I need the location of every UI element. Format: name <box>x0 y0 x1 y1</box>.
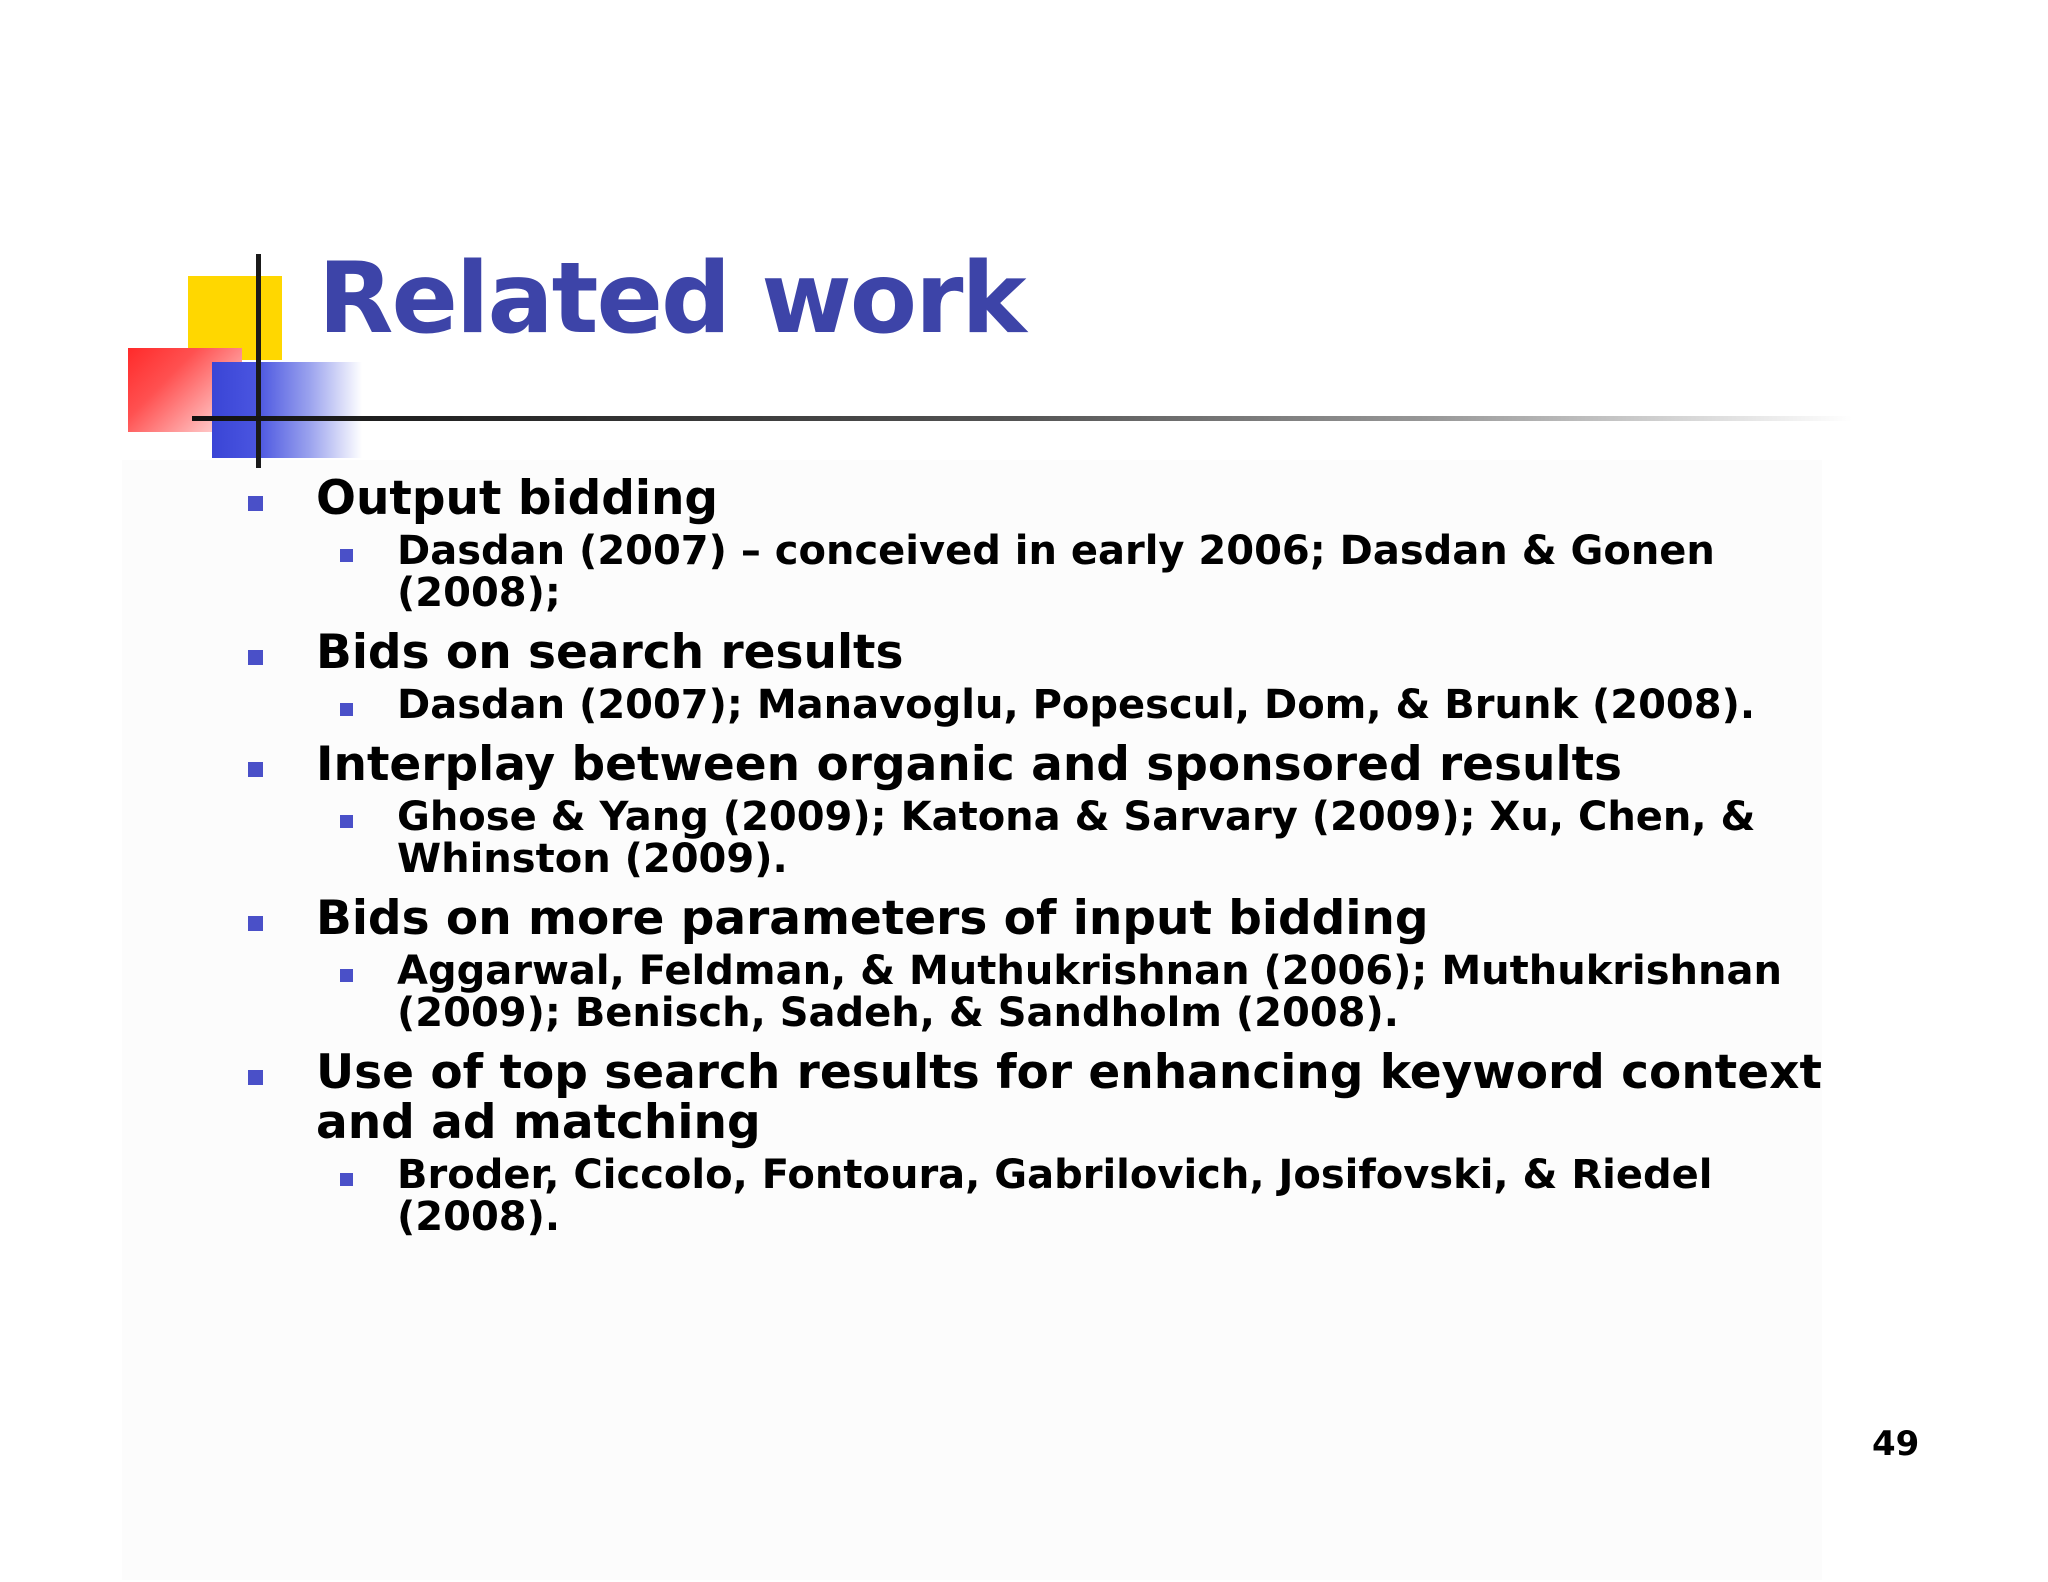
sub-bullet-text: Ghose & Yang (2009); Katona & Sarvary (2009); Xu, Chen, & Whinston (2009). <box>397 794 1756 882</box>
sub-bullet-list <box>316 684 1848 726</box>
square-bullet-icon <box>340 969 353 982</box>
bullet-text: Use of top search results for enhancing keyword context and ad matching <box>316 1045 1822 1150</box>
decorative-vertical-line <box>256 254 261 468</box>
square-bullet-icon <box>340 703 353 716</box>
title-underline <box>192 416 1852 421</box>
square-bullet-icon <box>340 1173 353 1186</box>
sub-bullet-item <box>316 530 1848 614</box>
bullet-item <box>248 471 1848 616</box>
sub-bullet-item <box>316 796 1848 880</box>
sub-bullet-list <box>316 796 1848 880</box>
bullet-list <box>248 471 1848 1240</box>
sub-bullet-text: Dasdan (2007) – conceived in early 2006; Dasdan & Gonen (2008); <box>397 528 1715 616</box>
bullet-item <box>248 737 1848 882</box>
bullet-item <box>248 625 1848 728</box>
square-bullet-icon <box>248 650 263 665</box>
sub-bullet-text: Broder, Ciccolo, Fontoura, Gabrilovich, Josifovski, & Riedel (2008). <box>397 1152 1713 1240</box>
decorative-blue-square <box>212 362 362 458</box>
sub-bullet-item <box>316 1154 1848 1238</box>
sub-bullet-item <box>316 684 1848 726</box>
bullet-item <box>248 891 1848 1036</box>
bullet-text: Bids on more parameters of input bidding <box>316 891 1429 946</box>
square-bullet-icon <box>248 1070 263 1085</box>
bullet-text: Bids on search results <box>316 625 904 680</box>
sub-bullet-text: Dasdan (2007); Manavoglu, Popescul, Dom, & Brunk (2008). <box>397 682 1756 728</box>
square-bullet-icon <box>248 762 263 777</box>
bullet-text: Output bidding <box>316 471 719 526</box>
square-bullet-icon <box>340 549 353 562</box>
sub-bullet-text: Aggarwal, Feldman, & Muthukrishnan (2006); Muthukrishnan (2009); Benisch, Sadeh, & Sandholm (2008). <box>397 948 1782 1036</box>
sub-bullet-item <box>316 950 1848 1034</box>
bullet-item <box>248 1045 1848 1240</box>
page-number: 49 <box>1872 1424 1920 1464</box>
square-bullet-icon <box>248 496 263 511</box>
square-bullet-icon <box>248 916 263 931</box>
sub-bullet-list <box>316 530 1848 614</box>
bullet-text: Interplay between organic and sponsored results <box>316 737 1623 792</box>
sub-bullet-list <box>316 1154 1848 1238</box>
sub-bullet-list <box>316 950 1848 1034</box>
square-bullet-icon <box>340 815 353 828</box>
slide-title: Related work <box>318 242 1025 356</box>
